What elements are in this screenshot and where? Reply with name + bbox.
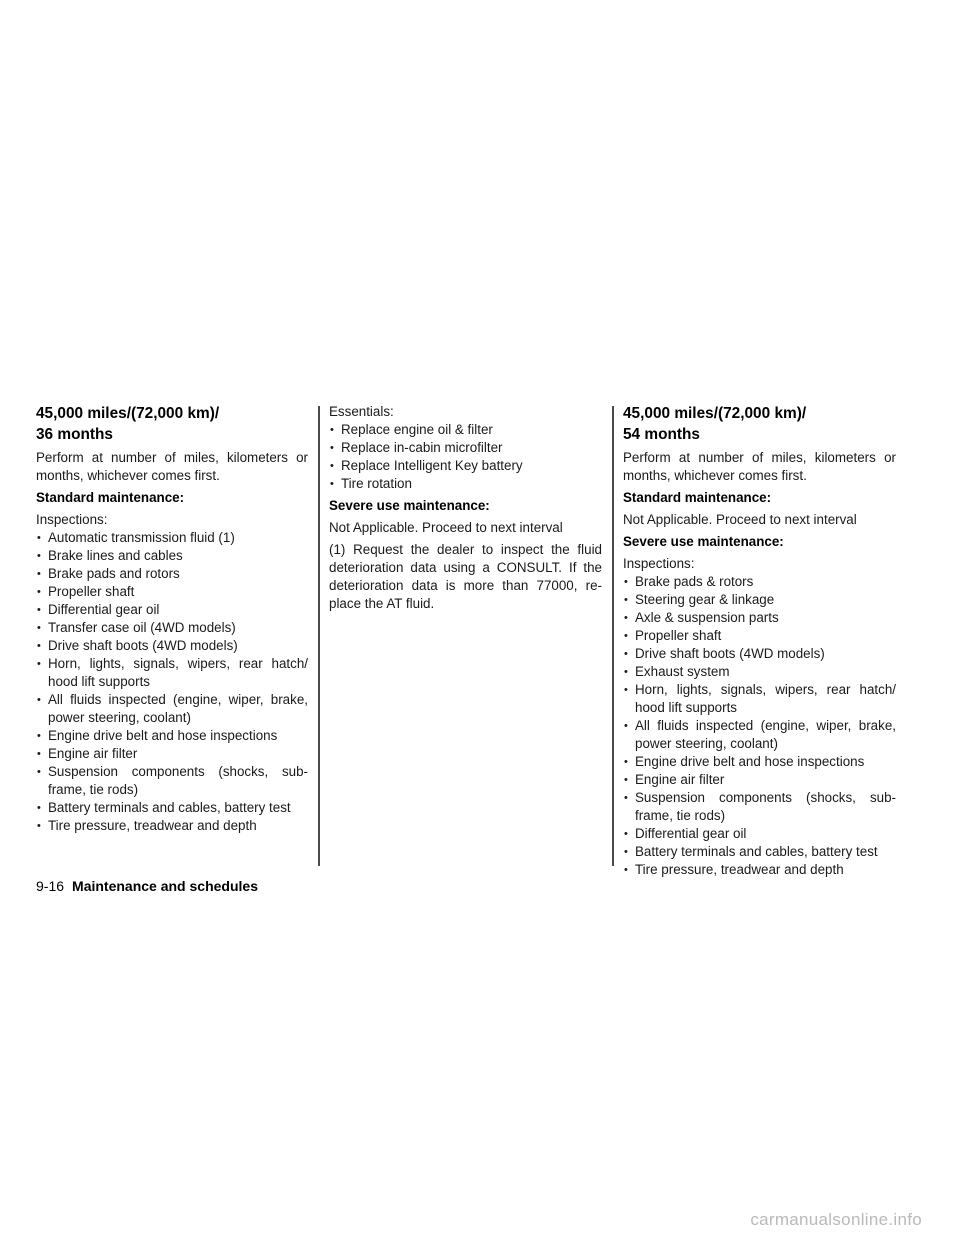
heading-line-2: 54 months [623, 426, 700, 443]
watermark: carmanualsonline.info [750, 1210, 922, 1229]
column-essentials [329, 403, 602, 617]
list-item: • Engine drive belt and hose inspections [36, 727, 308, 745]
intro-text: Perform at number of miles, kilometers or months, whichever comes first. [623, 450, 896, 483]
list-item: • Automatic transmission fluid (1) [36, 529, 308, 547]
section-heading-36-months [36, 403, 308, 445]
list-item: • Replace Intelligent Key battery [329, 457, 602, 475]
page-number: 9-16 [36, 878, 65, 894]
heading-line-1: 45,000 miles/(72,000 km)/ [623, 405, 807, 422]
essentials-list [329, 421, 602, 493]
list-item: • Tire pressure, treadwear and depth [36, 817, 308, 835]
section-title: Maintenance and schedules [72, 878, 258, 894]
severe-maintenance-label: Severe use maintenance: [623, 534, 784, 549]
essentials-label: Essentials: [329, 404, 394, 419]
list-item: • Drive shaft boots (4WD models) [36, 637, 308, 655]
list-item: • Suspension components (shocks, sub-frame, tie rods) [36, 763, 308, 799]
list-item: • All fluids inspected (engine, wiper, brake, power steering, coolant) [623, 717, 896, 753]
list-item: • Drive shaft boots (4WD models) [623, 645, 896, 663]
column-36-months [36, 403, 308, 839]
list-item: • Transfer case oil (4WD models) [36, 619, 308, 637]
list-item: • Steering gear & linkage [623, 591, 896, 609]
standard-maintenance-text: Not Applicable. Proceed to next interval [623, 512, 857, 527]
page-footer [36, 877, 258, 895]
list-item: • Replace in-cabin microfilter [329, 439, 602, 457]
inspection-list [36, 529, 308, 835]
list-item: • Differential gear oil [623, 825, 896, 843]
list-item: • Axle & suspension parts [623, 609, 896, 627]
column-54-months [623, 403, 896, 883]
list-item: • Horn, lights, signals, wipers, rear hatch/ hood lift supports [36, 655, 308, 691]
list-item: • Engine air filter [36, 745, 308, 763]
list-item: • Battery terminals and cables, battery test [623, 843, 896, 861]
column-divider [612, 406, 614, 866]
list-item: • Battery terminals and cables, battery test [36, 799, 308, 817]
standard-maintenance-label: Standard maintenance: [36, 490, 185, 505]
list-item: • Horn, lights, signals, wipers, rear hatch/ hood lift supports [623, 681, 896, 717]
list-item: • Brake pads and rotors [36, 565, 308, 583]
inspections-label: Inspections: [36, 512, 108, 527]
section-heading-54-months [623, 403, 896, 445]
inspections-label: Inspections: [623, 556, 695, 571]
list-item: • All fluids inspected (engine, wiper, brake, power steering, coolant) [36, 691, 308, 727]
list-item: • Engine drive belt and hose inspections [623, 753, 896, 771]
list-item: • Propeller shaft [36, 583, 308, 601]
list-item: • Exhaust system [623, 663, 896, 681]
list-item: • Replace engine oil & filter [329, 421, 602, 439]
heading-line-2: 36 months [36, 426, 113, 443]
list-item: • Tire pressure, treadwear and depth [623, 861, 896, 879]
list-item: • Propeller shaft [623, 627, 896, 645]
severe-maintenance-text: Not Applicable. Proceed to next interval [329, 520, 563, 535]
standard-maintenance-label: Standard maintenance: [623, 490, 772, 505]
column-divider [318, 406, 320, 866]
list-item: • Brake lines and cables [36, 547, 308, 565]
list-item: • Tire rotation [329, 475, 602, 493]
list-item: • Brake pads & rotors [623, 573, 896, 591]
list-item: • Suspension components (shocks, sub-frame, tie rods) [623, 789, 896, 825]
list-item: • Engine air filter [623, 771, 896, 789]
fluid-note: (1) Request the dealer to inspect the fluid deterioration data using a CONSULT. If the deterioration data is more than 77000, re-place the AT fluid. [329, 542, 602, 611]
list-item: • Differential gear oil [36, 601, 308, 619]
inspection-list [623, 573, 896, 879]
severe-maintenance-label: Severe use maintenance: [329, 498, 490, 513]
intro-text: Perform at number of miles, kilometers or months, whichever comes first. [36, 450, 308, 483]
heading-line-1: 45,000 miles/(72,000 km)/ [36, 405, 220, 422]
